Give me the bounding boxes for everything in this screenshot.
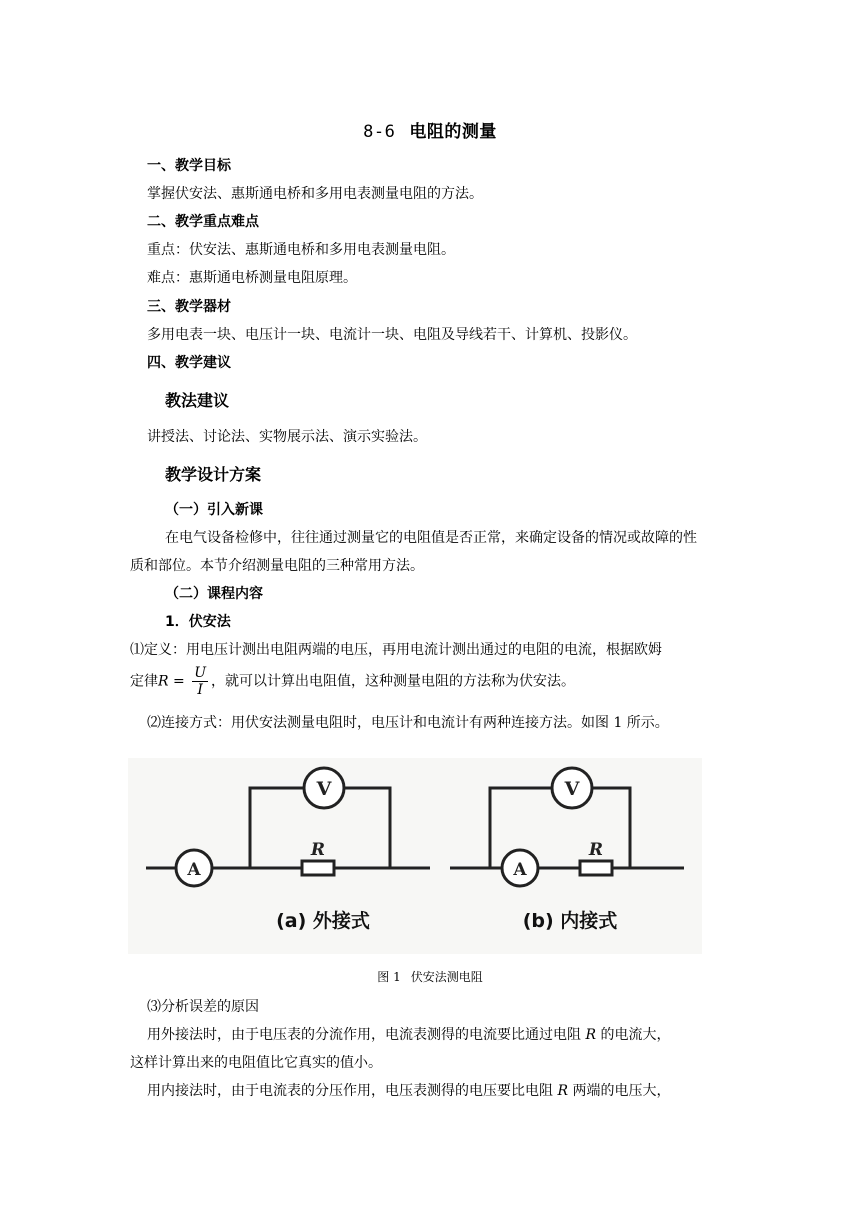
heading-suggestions: 四、教学建议 — [147, 355, 231, 371]
key-point-text: 重点：伏安法、惠斯通电桥和多用电表测量电阻。 — [147, 242, 455, 258]
inner-resistor-label: R — [588, 840, 604, 860]
definition-line-2 — [130, 665, 575, 698]
definition-prefix: 定律 — [130, 673, 158, 690]
ohm-law-fraction — [192, 665, 208, 698]
outer-connection-caption: (a) 外接式 — [276, 910, 370, 932]
heading-equipment: 三、教学器材 — [147, 299, 231, 315]
circuit-figure — [128, 758, 702, 954]
inner-analysis-variable: R — [557, 1083, 568, 1099]
heading-content: （二）课程内容 — [165, 586, 263, 602]
teaching-methods-text: 讲授法、讨论法、实物展示法、演示实验法。 — [147, 429, 427, 445]
fraction-denominator: I — [197, 682, 203, 698]
inner-analysis-line-1 — [147, 1080, 670, 1100]
formula-equals: = — [168, 673, 190, 690]
inner-ammeter-label: A — [513, 860, 527, 880]
inner-voltmeter — [552, 768, 592, 808]
fraction-numerator: U — [194, 665, 206, 681]
heading-error-analysis: ⑶分析误差的原因 — [147, 999, 259, 1015]
outer-analysis-line-2: 这样计算出来的电阻值比它真实的值小。 — [130, 1055, 382, 1071]
section-number: 8-6 — [363, 122, 396, 142]
heading-intro: （一）引入新课 — [165, 502, 263, 518]
inner-analysis-suffix: 两端的电压大， — [568, 1083, 671, 1099]
heading-design-plan: 教学设计方案 — [165, 465, 262, 484]
intro-line-1: 在电气设备检修中，往往通过测量它的电阻值是否正常，来确定设备的情况或故障的性 — [165, 530, 697, 546]
outer-ammeter-label: A — [187, 860, 201, 880]
equipment-text: 多用电表一块、电压计一块、电流计一块、电阻及导线若干、计算机、投影仪。 — [147, 327, 637, 343]
figure-caption — [0, 968, 860, 985]
inner-voltmeter-label: V — [564, 778, 580, 800]
outer-analysis-prefix: 用外接法时，由于电压表的分流作用，电流表测得的电流要比通过电阻 — [147, 1027, 586, 1043]
inner-ammeter — [502, 850, 538, 886]
inner-resistor — [580, 840, 612, 875]
heading-voltammetry: 1．伏安法 — [165, 614, 231, 630]
page-title — [0, 117, 860, 142]
formula-lhs: R — [158, 673, 169, 690]
intro-line-2: 质和部位。本节介绍测量电阻的三种常用方法。 — [130, 558, 424, 574]
outer-resistor-label: R — [310, 840, 326, 860]
circuit-diagrams — [128, 758, 702, 954]
inner-connection-caption: (b) 内接式 — [522, 910, 618, 932]
definition-suffix: ，就可以计算出电阻值，这种测量电阻的方法称为伏安法。 — [211, 673, 575, 690]
outer-analysis-line-1 — [147, 1024, 670, 1044]
title-text: 电阻的测量 — [409, 122, 497, 142]
inner-analysis-prefix: 用内接法时，由于电流表的分压作用，电压表测得的电压要比电阻 — [147, 1083, 558, 1099]
objectives-text: 掌握伏安法、惠斯通电桥和多用电表测量电阻的方法。 — [147, 186, 483, 202]
connection-text: ⑵连接方式：用伏安法测量电阻时，电压计和电流计有两种连接方法。如图 1 所示。 — [147, 715, 669, 731]
outer-analysis-suffix: 的电流大， — [596, 1027, 671, 1043]
outer-analysis-variable: R — [585, 1027, 596, 1043]
heading-teaching-methods: 教法建议 — [165, 391, 230, 410]
outer-resistor — [302, 840, 334, 875]
heading-objectives: 一、教学目标 — [147, 158, 231, 174]
outer-voltmeter — [304, 768, 344, 808]
difficult-point-text: 难点：惠斯通电桥测量电阻原理。 — [147, 270, 357, 286]
heading-key-points: 二、教学重点难点 — [147, 214, 259, 230]
outer-ammeter — [176, 850, 212, 886]
definition-line-1: ⑴定义：用电压计测出电阻两端的电压，再用电流计测出通过的电阻的电流，根据欧姆 — [130, 642, 662, 658]
figure-number: 图 1 — [377, 970, 401, 984]
outer-voltmeter-label: V — [316, 778, 332, 800]
figure-caption-text: 伏安法测电阻 — [410, 970, 483, 984]
